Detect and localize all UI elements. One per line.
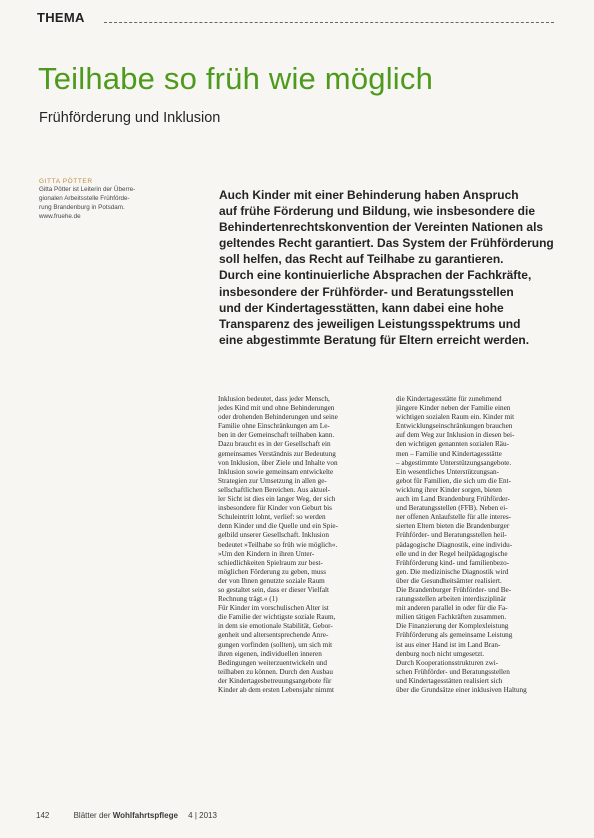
body-line: gebot für Familien, die sich um die Ent- — [396, 476, 511, 485]
body-line: denn Kinder und die Quelle und ein Spie- — [218, 522, 338, 531]
lead-line: geltendes Recht garantiert. Das System der Frühförderung — [219, 236, 554, 251]
body-line: Frühförderung als gemeinsame Leistung — [396, 631, 513, 640]
body-line: denburg noch nicht umgesetzt. — [396, 649, 485, 658]
body-line: »Um den Kindern in ihren Unter- — [218, 549, 315, 558]
body-line: jüngere Kinder neben der Familie einen — [396, 404, 511, 413]
body-line: Rechnung trägt.« (1) — [218, 595, 278, 604]
body-line: Frühförderung kind- und familienbezo- — [396, 558, 510, 567]
body-line: Frühförder- und Beratungsstellen heil- — [396, 531, 507, 540]
article-subtitle: Frühförderung und Inklusion — [39, 110, 221, 126]
body-column-left — [218, 395, 383, 695]
lead-paragraph — [219, 187, 565, 348]
page-footer — [36, 811, 222, 820]
body-column-right — [396, 395, 564, 695]
body-line: gungen vorfinden (sollten), um sich mit — [218, 640, 333, 649]
section-rule — [104, 22, 554, 23]
body-line: Dazu braucht es in der Gesellschaft ein — [218, 440, 331, 449]
body-line: milien tätigen Fachkräften zusammen. — [396, 613, 507, 622]
body-line: den wichtigen genannten sozialen Räu- — [396, 440, 509, 449]
lead-line: auf frühe Förderung und Bildung, wie insbesondere die — [219, 204, 536, 219]
body-line: genheit und altersentsprechende Anre- — [218, 631, 329, 640]
body-line: gelbild unserer Gesellschaft. Inklusion — [218, 531, 329, 540]
body-line: ner offenen Anlaufstelle für alle interes- — [396, 513, 512, 522]
body-line: Inklusion sowie gemeinsam entwickelte — [218, 467, 334, 476]
body-line: pädagogische Diagnostik, eine individu- — [396, 540, 513, 549]
body-line: der von Ihnen genutzte soziale Raum — [218, 576, 325, 585]
author-bio-line: gionalen Arbeitsstelle Frühförde- — [39, 194, 130, 202]
body-line: Kinder ab dem ersten Lebensjahr nimmt — [218, 686, 334, 694]
body-line: Strategien zur Umsetzung in allen ge- — [218, 476, 327, 485]
body-line: die Familie der wichtigste soziale Raum, — [218, 613, 336, 622]
body-line: auf dem Weg zur Inklusion in diesen bei- — [396, 431, 515, 440]
body-line: sierten Eltern bieten die Brandenburger — [396, 522, 510, 531]
issue-number: 4 | 2013 — [188, 811, 217, 820]
page-number: 142 — [36, 811, 50, 820]
author-bio-line: rung Brandenburg in Potsdam. — [39, 203, 125, 211]
body-line: sellschaftlichen Bereichen. Aus aktuel- — [218, 485, 331, 494]
body-line: Für Kinder im vorschulischen Alter ist — [218, 604, 329, 613]
author-bio — [39, 186, 187, 222]
body-line: ler Sicht ist dies ein langer Weg, der sich — [218, 495, 336, 504]
lead-line: und der Kindertagesstätten, kann dabei eine hohe — [219, 300, 504, 315]
body-line: möglichen Förderung zu geben, muss — [218, 567, 326, 576]
body-line: auch im Land Brandenburg Frühförder- — [396, 495, 510, 504]
body-line: Die Finanzierung der Komplexleistung — [396, 622, 509, 631]
lead-line: insbesondere der Frühförder- und Beratungsstellen — [219, 284, 514, 299]
body-line: von Inklusion, über Ziele und Inhalte von — [218, 458, 338, 467]
lead-line: soll helfen, das Recht auf Teilhabe zu garantieren. — [219, 252, 504, 267]
body-line: elle und in der Regel heilpädagogische — [396, 549, 508, 558]
body-line: gemeinsames Verständnis zur Bedeutung — [218, 449, 336, 458]
lead-line: Transparenz des jeweiligen Leistungsspektrums und — [219, 316, 521, 331]
body-line: Inklusion bedeutet, dass jeder Mensch, — [218, 395, 330, 403]
body-line: wichtigen sozialen Raum ein. Kinder mit — [396, 413, 515, 422]
body-line: Entwicklungseinschränkungen brauchen — [396, 422, 513, 431]
body-line: teilhaben zu können. Durch den Ausbau — [218, 667, 333, 676]
body-line: ist aus einer Hand ist im Land Bran- — [396, 640, 501, 649]
body-line: Schuleintritt lohnt, verlief: so werden — [218, 513, 326, 522]
body-line: Bedingungen weiterzuentwickeln und — [218, 658, 327, 667]
body-line: und Kindertagesstätten realisiert sich — [396, 676, 503, 685]
body-line: jedes Kind mit und ohne Behinderungen — [218, 404, 335, 413]
body-line: über die Gesundheitsämter realisiert. — [396, 576, 502, 585]
body-line: Ein wesentliches Unterstützungsan- — [396, 467, 499, 476]
body-line: oder drohenden Behinderungen und seine — [218, 413, 338, 422]
body-line: über die Grundsätze einer inklusiven Haltung — [396, 686, 527, 694]
body-line: der Kindertagesbetreuungsangebote für — [218, 676, 332, 685]
magazine-brand: Wohlfahrtspflege — [112, 811, 178, 820]
body-line: ratungsstellen arbeiten interdisziplinär — [396, 595, 507, 604]
body-line: men – Familie und Kindertagesstätte — [396, 449, 502, 458]
body-line: schen Frühförder- und Beratungsstellen — [396, 667, 510, 676]
body-line: schiedlichkeiten Spielraum zur best- — [218, 558, 323, 567]
body-line: Die Brandenburger Frühförder- und Be- — [396, 585, 512, 594]
body-line: – abgestimmte Unterstützungsangebote. — [396, 458, 512, 467]
body-line: Familie ohne Einschränkungen am Le- — [218, 422, 330, 431]
lead-line: Durch eine kontinuierliche Absprachen der Fachkräfte, — [219, 268, 532, 283]
section-label: THEMA — [37, 10, 85, 25]
author-name: GITTA PÖTTER — [39, 178, 93, 185]
body-line: gen. Die medizinische Diagnostik wird — [396, 567, 509, 576]
body-line: mit anderen parallel in oder für die Fa- — [396, 604, 508, 613]
author-bio-line: Gitta Pötter ist Leiterin der Überre- — [39, 186, 136, 193]
body-line: bedeutet »Teilhabe so früh wie möglich«. — [218, 540, 338, 549]
lead-line: Behindertenrechtskonvention der Vereinten Nationen als — [219, 220, 544, 235]
body-line: in dem sie emotionale Stabilität, Gebor- — [218, 622, 333, 631]
author-website-link[interactable]: www.fruehe.de — [39, 212, 81, 220]
magazine-prefix: Blätter der — [73, 811, 111, 820]
body-line: die Kindertagesstätte für zunehmend — [396, 395, 502, 403]
body-line: wicklung ihrer Kinder sorgen, bieten — [396, 485, 502, 494]
article-title: Teilhabe so früh wie möglich — [38, 61, 434, 96]
lead-line: Auch Kinder mit einer Behinderung haben Anspruch — [219, 188, 519, 202]
body-line: Durch Kooperationsstrukturen zwi- — [396, 658, 499, 667]
body-line: insbesondere für Kinder von Geburt bis — [218, 504, 332, 513]
body-line: und Beratungsstellen (FFB). Neben ei- — [396, 504, 508, 513]
lead-line: eine abgestimmte Beratung für Eltern erreicht werden. — [219, 332, 530, 347]
body-line: ihren eigenen, individuellen inneren — [218, 649, 322, 658]
body-line: so gestaltet sein, dass er dieser Vielfalt — [218, 585, 330, 594]
body-line: ben in der Gemeinschaft teilhaben kann. — [218, 431, 335, 440]
